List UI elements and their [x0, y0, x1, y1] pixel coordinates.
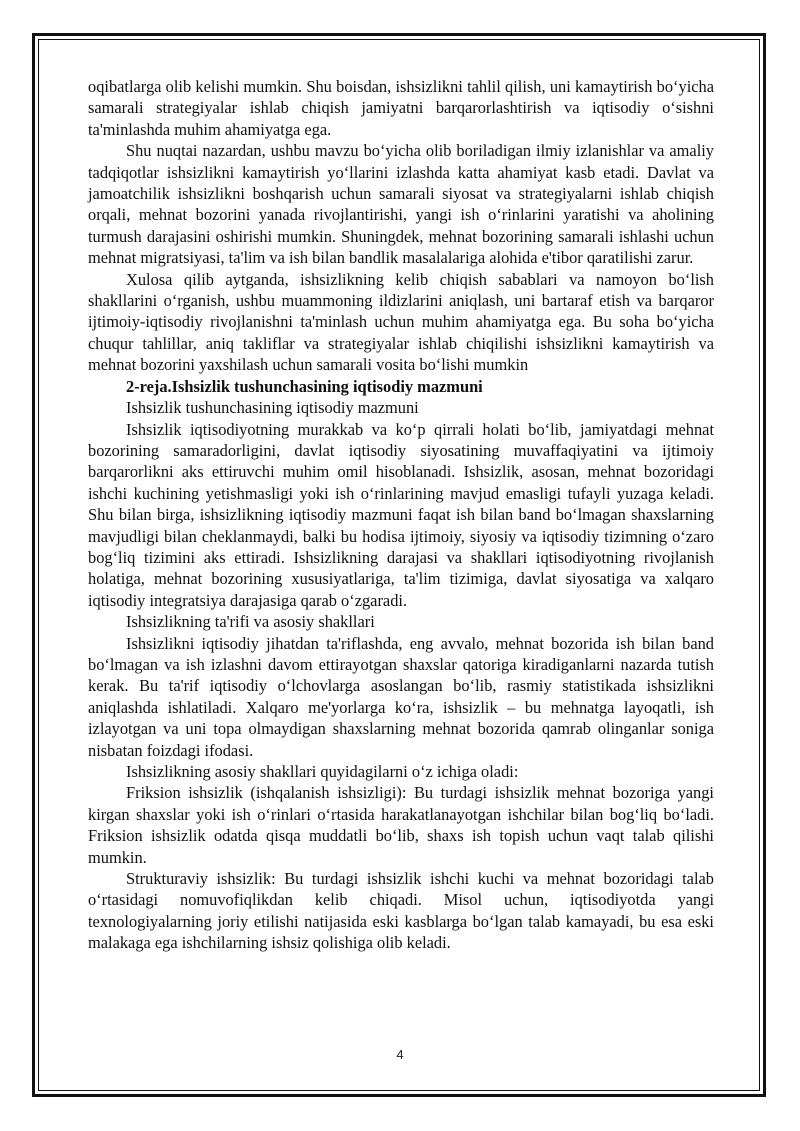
- section-heading: 2-reja.Ishsizlik tushunchasining iqtisodiy mazmuni: [126, 376, 483, 396]
- paragraph-frictional: Friksion ishsizlik (ishqalanish ishsizligi): Bu turdagi ishsizlik mehnat bozoriga yangi kirgan shaxslar yoki ish o‘rinlari o‘rtasida harakatlanayotgan ishchilar bilan bog‘liq bo‘ladi. Friksion ishsizlik odatda qisqa muddatli bo‘lib, shaxs ish topish uchun vaqt talab qilishi mumkin.: [88, 783, 714, 867]
- paragraph-forms-intro: Ishsizlikning asosiy shakllari quyidagilarni o‘z ichiga oladi:: [126, 762, 519, 781]
- subheading-definition: Ishsizlikning ta'rifi va asosiy shakllari: [126, 612, 375, 632]
- paragraph-economic-meaning: Ishsizlik iqtisodiyotning murakkab va ko‘p qirrali holati bo‘lib, jamiyatdagi mehnat bozorining samaradorligini, davlat iqtisodiy siyosatining muvaffaqiyatini va ijtimoiy barqarorlikni aks ettiruvchi muhim omil hisoblanadi. Ishsizlik, asosan, mehnat bozoridagi ishchi kuchining yetishmasligi yoki ish o‘rinlarining mavjud emasligi tufayli yuzaga keladi. Shu bilan birga, ishsizlikning iqtisodiy mazmuni faqat ish bilan band bo‘lmagan shaxslarning mavjudligi bilan cheklanmaydi, balki bu hodisa ijtimoiy, siyosiy va iqtisodiy tizimning o‘zaro bog‘liq tizimini aks ettiradi. Ishsizlikning darajasi va shakllari iqtisodiyotning rivojlanish holatiga, mehnat bozorining xususiyatlariga, ta'lim tizimiga, davlat siyosatiga va xalqaro iqtisodiy integratsiya darajasiga qarab o‘zgaradi.: [88, 419, 714, 610]
- subheading-economic-meaning: Ishsizlik tushunchasining iqtisodiy mazmuni: [126, 398, 419, 418]
- paragraph-structural: Strukturaviy ishsizlik: Bu turdagi ishsizlik ishchi kuchi va mehnat bozoridagi talab o‘rtasidagi nomuvofiqlikdan kelib chiqadi. Misol uchun, iqtisodiyotda yangi texnologiyalarning joriy etilishi natijasida eski kasblarga bo‘lgan talab kamayadi, bu esa eski malakaga ega ishchilarning ishsiz qolishiga olib keladi.: [88, 869, 714, 953]
- paragraph-conclusion: Xulosa qilib aytganda, ishsizlikning kelib chiqish sabablari va namoyon bo‘lish shakllarini o‘rganish, ushbu muammoning ildizlarini aniqlash, uni bartaraf etish va barqaror ijtimoiy-iqtisodiy rivojlanishni ta'minlash uchun muhim ahamiyatga ega. Bu soha bo‘yicha chuqur tahlillar, aniq takliflar va strategiyalar ishlab chiqilishi ishsizlikni kamaytirish va mehnat bozorini yaxshilash uchun samarali vosita bo‘lishi mumkin: [88, 269, 714, 375]
- page-number: 4: [396, 1047, 404, 1062]
- paragraph-research: Shu nuqtai nazardan, ushbu mavzu bo‘yicha olib boriladigan ilmiy izlanishlar va amaliy tadqiqotlar ishsizlikni kamaytirish yo‘llarini izlashda katta ahamiyat kasb etadi. Davlat va jamoatchilik ishsizlikni boshqarish uchun samarali siyosat va strategiyalarni ishlab chiqish orqali, mehnat bozorini yanada rivojlantirishi, yangi ish o‘rinlarini yaratishi va aholining turmush darajasini oshirishi mumkin. Shuningdek, mehnat bozorining samarali ishlashi uchun mehnat migratsiyasi, ta'lim va ish bilan bandlik masalalariga alohida e'tibor qaratilishi zarur.: [88, 141, 714, 268]
- paragraph-definition: Ishsizlikni iqtisodiy jihatdan ta'riflashda, eng avvalo, mehnat bozorida ish bilan band bo‘lmagan va ish izlashni davom ettirayotgan shaxslar qatoriga kiradiganlarni nazarda tutish kerak. Bu ta'rif iqtisodiy o‘lchovlarga asoslangan bo‘lib, rasmiy statistikada ishsizlikni aniqlashda ishlatiladi. Xalqaro me'yorlarga ko‘ra, ishsizlik – bu mehnatga layoqatli, ish izlayotgan va uni topa olmaydigan shaxslarning mehnat bozorida qamrab olinganlar soniga nisbatan foizdagi ifodasi.: [88, 633, 714, 760]
- paragraph-continuation: oqibatlarga olib kelishi mumkin. Shu boisdan, ishsizlikni tahlil qilish, uni kamaytirish bo‘yicha samarali strategiyalar ishlab chiqish jamiyatni barqarorlashtirish va iqtisodiy o‘sishni ta'minlashda muhim ahamiyatga ega.: [88, 77, 714, 139]
- document-body: [88, 76, 714, 954]
